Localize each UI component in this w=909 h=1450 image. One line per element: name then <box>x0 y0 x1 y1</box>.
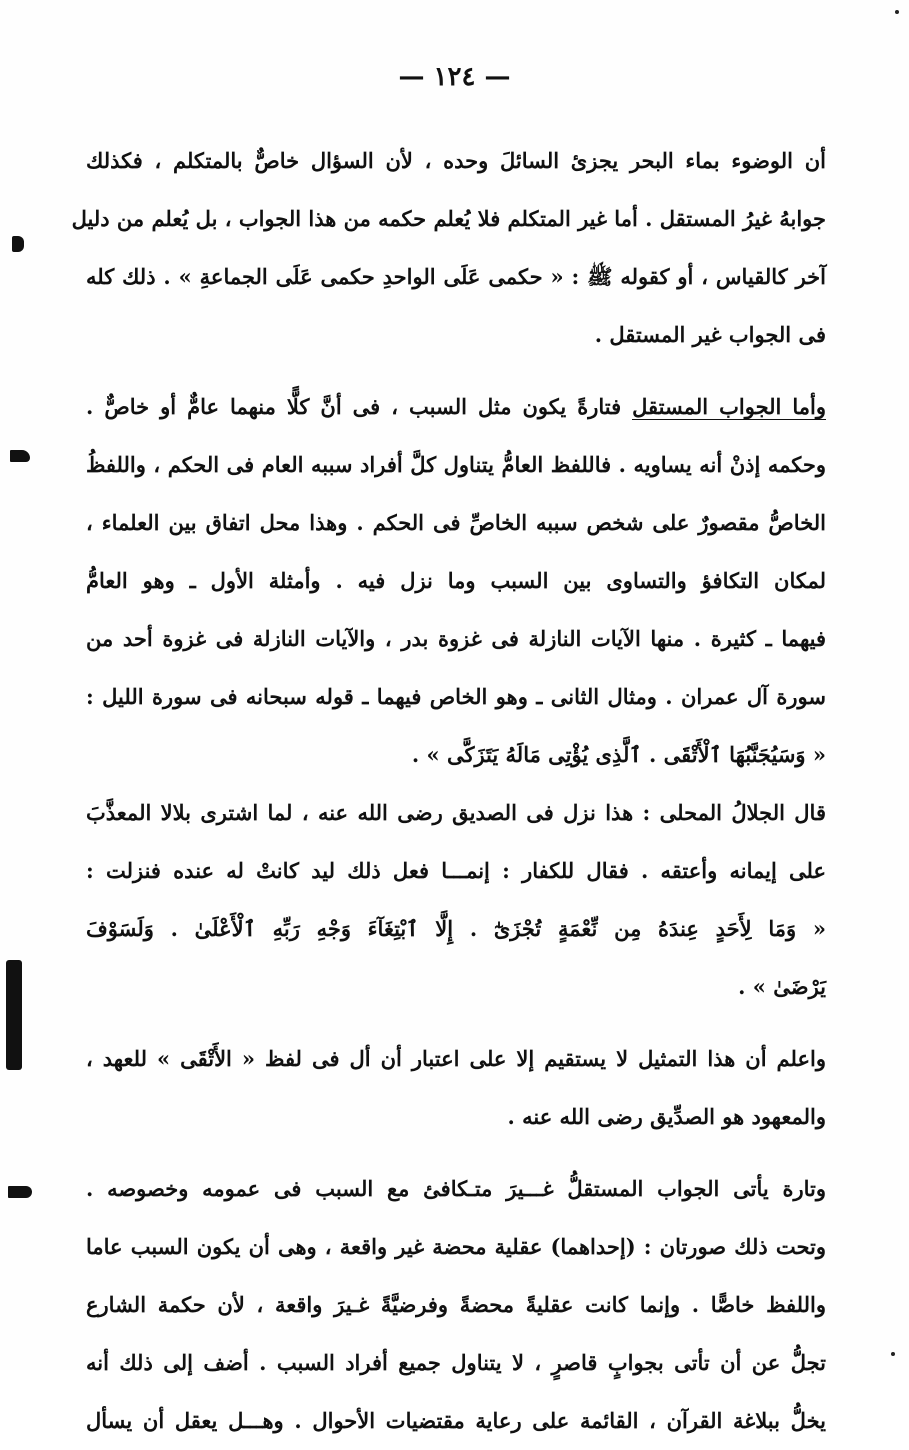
text-line: فيهما ـ كثيرة . منها الآيات النازلة فى غزوة بدر ، والآيات النازلة فى غزوة أحد من <box>86 626 826 651</box>
paragraph-1 <box>71 132 826 364</box>
text-line: تجلُّ عن أن تأتى بجوابٍ قاصرٍ ، لا يتناول جميع أفراد السبب . أضف إلى ذلك أنه <box>86 1350 826 1375</box>
quran-verse-line: « وَمَا لِأَحَدٍ عِندَهُ مِن نِّعْمَةٍ تُجْزَىٰٓ . إِلَّا ٱبْتِغَآءَ وَجْهِ رَبِّهِ ٱلْأَعْلَىٰ . وَلَسَوْفَ <box>86 916 826 941</box>
text-line: لمكان التكافؤ والتساوى بين السبب وما نزل فيه . وأمثلة الأول ـ وهو العامُّ <box>86 568 826 593</box>
page-number: — ١٢٤ — <box>398 62 511 92</box>
body-text <box>71 132 826 1450</box>
text-line: آخر كالقياس ، أو كقوله ﷺ : « حكمى عَلَى الواحدِ حكمى عَلَى الجماعةِ » . ذلك كله <box>86 264 826 289</box>
text-line: واعلم أن هذا التمثيل لا يستقيم إلا على اعتبار أن أل فى لفظ « الأَتْقَى » للعهد ، <box>86 1046 826 1071</box>
text-line: يخلُّ ببلاغة القرآن ، القائمة على رعاية مقتضيات الأحوال . وهـــل يعقل أن يسأل <box>86 1408 826 1433</box>
paragraph-5 <box>86 1160 826 1450</box>
margin-ink-mark <box>10 450 30 462</box>
text-line: والمعهود هو الصدِّيق رضى الله عنه . <box>507 1104 826 1129</box>
text-line-first <box>86 378 826 436</box>
text-line: واللفظ خاصًّا . وإنما كانت عقليةً محضةً وفرضيَّةً غـيرَ واقعة ، لأن حكمة الشارع <box>86 1292 826 1317</box>
text-line: سورة آل عمران . ومثال الثانى ـ وهو الخاص فيهما ـ قوله سبحانه فى سورة الليل : <box>86 684 826 709</box>
paragraph-4 <box>86 1030 826 1146</box>
text-line: أن الوضوء بماء البحر يجزئ السائلَ وحده ، لأن السؤال خاصٌّ بالمتكلم ، فكذلك <box>86 148 826 173</box>
binding-edge-mark <box>6 960 22 1070</box>
text-line: على إيمانه وأعتقه . فقال للكفار : إنمـــا فعل ذلك ليد كانتْ له عنده فنزلت : <box>86 858 826 883</box>
paragraph-3 <box>86 784 826 1016</box>
quran-verse-line: يَرْضَىٰ » . <box>738 974 826 999</box>
text-line: جوابهُ غيرُ المستقل . أما غير المتكلم فلا يُعلم حكمه من هذا الجواب ، بل يُعلم من دليل <box>71 206 826 231</box>
text-line: وتحت ذلك صورتان : (إحداهما) عقلية محضة غير واقعة ، وهى أن يكون السبب عاما <box>86 1234 826 1259</box>
quran-verse-line: « وَسَيُجَنَّبُهَا ٱلْأَتْقَى . ٱلَّذِى يُؤْتِى مَالَهُ يَتَزَكَّى » . <box>411 742 826 767</box>
text-line: الخاصُّ مقصورٌ على شخص سببه الخاصِّ فى الحكم . وهذا محل اتفاق بين العلماء ، <box>86 510 826 535</box>
text-line-rest: فتارةً يكون مثل السبب ، فى أنَّ كلًّا منهما عامٌّ أو خاصٌّ . <box>86 394 633 419</box>
scan-speck <box>895 10 899 14</box>
margin-ink-mark <box>8 1186 32 1198</box>
text-line: قال الجلالُ المحلى : هذا نزل فى الصديق رضى الله عنه ، لما اشترى بلالا المعذَّبَ <box>86 800 826 825</box>
paragraph-2 <box>86 378 826 784</box>
underlined-heading: وأما الجواب المستقل <box>632 394 826 419</box>
text-line: وتارة يأتى الجواب المستقلُّ غـــيرَ متـكافئ مع السبب فى عمومه وخصوصه . <box>86 1176 826 1201</box>
text-line: فى الجواب غير المستقل . <box>594 322 826 347</box>
margin-ink-mark <box>12 236 24 252</box>
scan-speck <box>891 1352 895 1356</box>
text-line: وحكمه إذنْ أنه يساويه . فاللفظ العامُّ يتناول كلَّ أفراد سببه العام فى الحكم ، واللفظُ <box>86 452 826 477</box>
